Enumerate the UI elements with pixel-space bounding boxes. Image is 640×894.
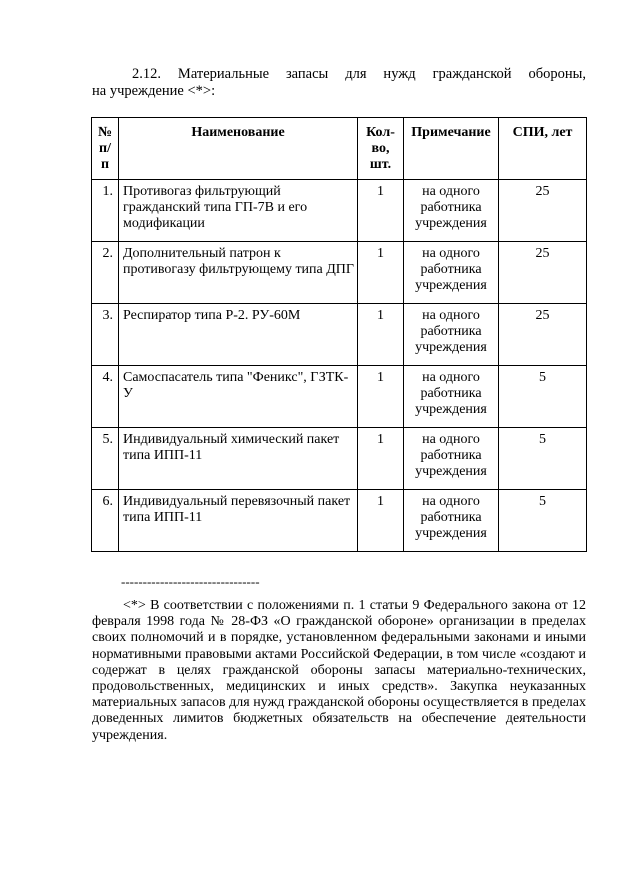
row-name: Индивидуальный химический пакет типа ИПП-11 bbox=[119, 428, 358, 490]
row-note: на одного работника учреждения bbox=[404, 242, 499, 304]
row-qty: 1 bbox=[358, 242, 404, 304]
row-name: Самоспасатель типа "Феникс", ГЗТК-У bbox=[119, 366, 358, 428]
row-note: на одного работника учреждения bbox=[404, 180, 499, 242]
row-num: 4. bbox=[92, 366, 119, 428]
table-row bbox=[92, 180, 587, 242]
row-spi: 25 bbox=[499, 304, 587, 366]
header-num: № п/п bbox=[92, 118, 119, 180]
row-spi: 5 bbox=[499, 490, 587, 552]
row-qty: 1 bbox=[358, 180, 404, 242]
row-name: Респиратор типа Р-2. РУ-60М bbox=[119, 304, 358, 366]
row-note: на одного работника учреждения bbox=[404, 428, 499, 490]
section-heading-line-2: на учреждение <*>: bbox=[92, 83, 216, 99]
row-spi: 5 bbox=[499, 366, 587, 428]
row-name: Дополнительный патрон к противогазу фильтрующему типа ДПГ bbox=[119, 242, 358, 304]
row-note: на одного работника учреждения bbox=[404, 366, 499, 428]
row-num: 3. bbox=[92, 304, 119, 366]
row-spi: 25 bbox=[499, 242, 587, 304]
header-note: Примечание bbox=[404, 118, 499, 180]
row-note: на одного работника учреждения bbox=[404, 490, 499, 552]
row-note: на одного работника учреждения bbox=[404, 304, 499, 366]
header-name: Наименование bbox=[119, 118, 358, 180]
header-spi: СПИ, лет bbox=[499, 118, 587, 180]
table-row bbox=[92, 242, 587, 304]
row-name: Противогаз фильтрующий гражданский типа ГП-7В и его модификации bbox=[119, 180, 358, 242]
row-qty: 1 bbox=[358, 304, 404, 366]
row-num: 1. bbox=[92, 180, 119, 242]
materials-table bbox=[91, 117, 587, 552]
footnote-text: <*> В соответствии с положениями п. 1 статьи 9 Федерального закона от 12 февраля 1998 года № 28-ФЗ «О гражданской обороне» организации в пределах своих полномочий и в порядке, установленном федеральными законами и иными нормативными правовыми актами Российской Федерации, в том числе «создают и содержат в целях гражданской обороны запасы материально-технических, продовольственных, медицинских и иных средств». Закупка неуказанных материальных запасов для нужд гражданской обороны осуществляется в пределах доведенных лимитов бюджетных обязательств на обеспечение деятельности учреждения. bbox=[92, 598, 586, 743]
row-num: 5. bbox=[92, 428, 119, 490]
table-row bbox=[92, 428, 587, 490]
table-header-row bbox=[92, 118, 587, 180]
section-heading bbox=[92, 66, 586, 100]
row-spi: 25 bbox=[499, 180, 587, 242]
table-row bbox=[92, 304, 587, 366]
row-num: 6. bbox=[92, 490, 119, 552]
row-num: 2. bbox=[92, 242, 119, 304]
footnote-separator: -------------------------------- bbox=[121, 574, 260, 589]
row-spi: 5 bbox=[499, 428, 587, 490]
table-row bbox=[92, 490, 587, 552]
table-row bbox=[92, 366, 587, 428]
row-qty: 1 bbox=[358, 490, 404, 552]
row-qty: 1 bbox=[358, 366, 404, 428]
row-name: Индивидуальный перевязочный пакет типа ИПП-11 bbox=[119, 490, 358, 552]
header-qty: Кол-во, шт. bbox=[358, 118, 404, 180]
row-qty: 1 bbox=[358, 428, 404, 490]
section-heading-line-1: 2.12. Материальные запасы для нужд гражданской обороны, bbox=[132, 66, 586, 82]
